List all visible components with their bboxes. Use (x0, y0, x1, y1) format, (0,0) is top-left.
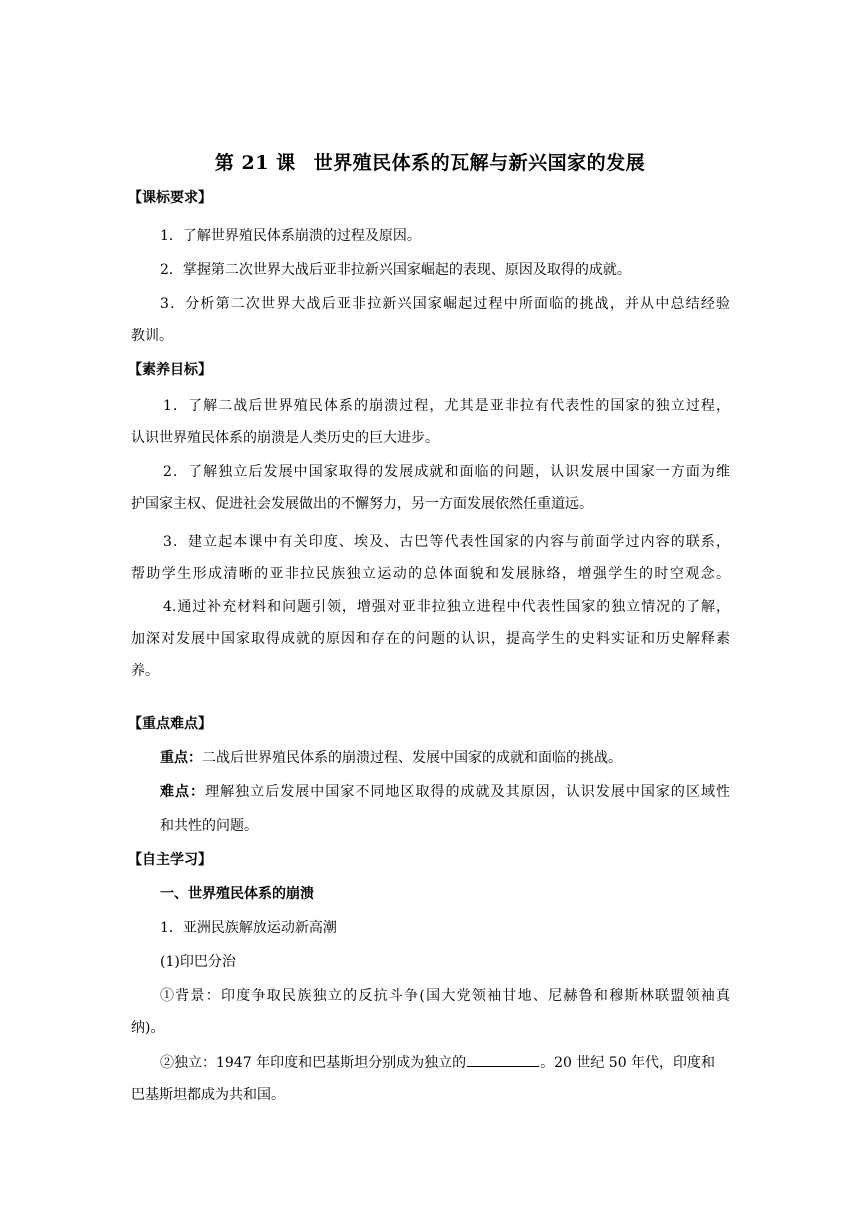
section-heading-zhongdian: 【重点难点】 (128, 716, 212, 732)
nandian-cont: 和共性的问题。 (160, 818, 258, 834)
suyang-item-4-cont: 加深对发展中国家取得成就的原因和存在的问题的认识，提高学生的史料实证和历史解释素 (131, 631, 730, 647)
suyang-item-4: 4.通过补充材料和问题引领，增强对亚非拉独立进程中代表性国家的独立情况的了解， (163, 599, 730, 615)
section-heading-zizhu: 【自主学习】 (128, 852, 212, 868)
section-heading-suyang: 【素养目标】 (128, 362, 212, 378)
kebiao-item-2: 2．掌握第二次世界大战后亚非拉新兴国家崛起的表现、原因及取得的成就。 (160, 262, 631, 278)
nandian-text: 理解独立后发展中国家不同地区取得的成就及其原因，认识发展中国家的区域性 (205, 784, 731, 800)
nandian-line (160, 782, 730, 802)
zhongdian-label: 重点： (160, 750, 202, 766)
kebiao-item-3: 3．分析第二次世界大战后亚非拉新兴国家崛起过程中所面临的挑战，并从中总结经验 (160, 296, 730, 312)
suyang-item-1: 1．了解二战后世界殖民体系的崩溃过程，尤其是亚非拉有代表性的国家的独立过程， (163, 398, 730, 414)
suyang-item-3-cont: 帮助学生形成清晰的亚非拉民族独立运动的总体面貌和发展脉络，增强学生的时空观念。 (131, 566, 730, 582)
duli-line (160, 1052, 715, 1073)
beijing-cont: 纳)。 (131, 1020, 165, 1036)
suyang-item-2-cont: 护国家主权、促进社会发展做出的不懈努力，另一方面发展依然任重道远。 (131, 496, 593, 512)
zizhu-sub-1: 1．亚洲民族解放运动新高潮 (160, 920, 337, 936)
suyang-item-3: 3．建立起本课中有关印度、埃及、古巴等代表性国家的内容与前面学过内容的联系， (163, 534, 730, 550)
beijing-line: ①背景：印度争取民族独立的反抗斗争(国大党领袖甘地、尼赫鲁和穆斯林联盟领袖真 (160, 988, 730, 1004)
zizhu-sub-1-1: (1)印巴分治 (160, 954, 236, 970)
lesson-title-text: 世界殖民体系的瓦解与新兴国家的发展 (313, 152, 646, 174)
section-heading-kebiao: 【课标要求】 (128, 190, 212, 206)
lesson-title (0, 148, 860, 175)
suyang-item-2: 2．了解独立后发展中国家取得的发展成就和面临的问题，认识发展中国家一方面为维 (163, 464, 730, 480)
duli-before: ②独立：1947 年印度和巴基斯坦分别成为独立的 (160, 1055, 467, 1071)
zhongdian-text: 二战后世界殖民体系的崩溃过程、发展中国家的成就和面临的挑战。 (202, 750, 622, 766)
zhongdian-line (160, 748, 622, 768)
kebiao-item-3-cont: 教训。 (131, 328, 173, 344)
duli-cont: 巴基斯坦都成为共和国。 (131, 1087, 285, 1103)
zizhu-section-1: 一、世界殖民体系的崩溃 (160, 886, 314, 902)
duli-after: 。20 世纪 50 年代，印度和 (540, 1055, 716, 1071)
fill-in-blank[interactable] (467, 1052, 539, 1067)
nandian-label: 难点： (160, 784, 206, 800)
lesson-number: 第 21 课 (214, 152, 296, 174)
kebiao-item-1: 1．了解世界殖民体系崩溃的过程及原因。 (160, 228, 421, 244)
suyang-item-1-cont: 认识世界殖民体系的崩溃是人类历史的巨大进步。 (131, 430, 439, 446)
suyang-item-4-cont2: 养。 (131, 663, 159, 679)
